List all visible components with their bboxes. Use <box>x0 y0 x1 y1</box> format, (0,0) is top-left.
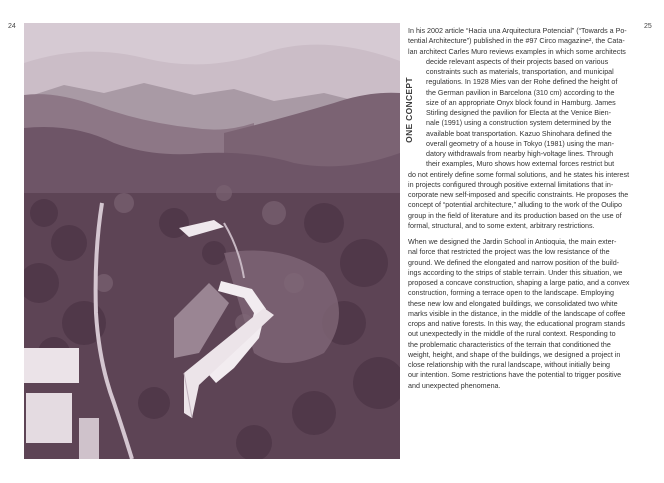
page-number-right: 25 <box>644 23 652 30</box>
text-line: decide relevant aspects of their projects based on various <box>426 57 609 66</box>
text-line: and unexpected phenomena. <box>408 381 501 390</box>
text-line: tential Architecture”) published in the #97 Circo magazine², the Cata- <box>408 37 625 46</box>
aerial-photo-school <box>24 23 400 459</box>
text-line: constraints such as materials, transportation, and municipal <box>426 68 614 76</box>
text-line: construction, forming a terrace open to the landscape. Employing <box>408 289 615 298</box>
text-line: formal, structural, and to some extent, arbitrary restrictions. <box>408 221 595 230</box>
text-line: lan architect Carles Muro reviews examples in which some architects <box>408 47 626 56</box>
text-line: concept of “potential architecture,” alluding to the work of the Oulipo <box>408 201 622 210</box>
text-line: our intention. Some restrictions have the potential to trigger positive <box>408 371 622 380</box>
text-line: In his 2002 article “Hacia una Arquitectura Potencial” (“Towards a Po- <box>408 27 627 35</box>
text-line: their examples, Muro shows how external forces restrict but <box>426 160 615 169</box>
text-line: Stirling designed the pavilion for Electa at the Venice Bien- <box>426 109 611 117</box>
text-line: size of an appropriate Onyx block found in Hamburg. James <box>426 98 616 107</box>
text-line: the German pavilion in Barcelona (310 cm) according to the <box>426 88 615 97</box>
text-line: out unexpectedly in the middle of the rural context. Responding to <box>408 330 616 339</box>
side-label-text: ONE CONCEPT <box>404 77 414 143</box>
text-line: group in the field of literature and its production based on the use of <box>408 211 622 220</box>
text-line: overall geometry of a house in Tokyo (1981) using the man- <box>426 139 615 148</box>
text-line: ground. We defined the elongated and narrow position of the build- <box>408 258 620 267</box>
text-line: regulations. In 1928 Mies van der Rohe defined the height of <box>426 78 618 87</box>
text-line: available boat transportation. Kazuo Shinohara defined the <box>426 129 612 138</box>
text-line: corporate new self-imposed and specific constraints. He proposes the <box>408 191 629 199</box>
text-line: close relationship with the rural landscape, without initially being <box>408 361 611 369</box>
text-line: crops and native forests. In this way, the educational program stands <box>408 320 625 328</box>
text-line: the problematic characteristics of the terrain that conditioned the <box>408 340 611 349</box>
text-line: datory withdrawals from nearby high-voltage lines. Through <box>426 150 614 158</box>
text-line: nale (1991) using a construction system determined by the <box>426 119 612 128</box>
text-line: proposed a concave construction, shaping a large patio, and a convex <box>408 279 630 287</box>
paragraph-one <box>408 26 644 231</box>
text-line: When we designed the Jardin School in Antioquia, the main exter- <box>408 238 617 246</box>
text-line: ings according to the strips of stable terrain. Under this situation, we <box>408 268 623 277</box>
text-line: nal force that restricted the project was the low resistance of the <box>408 248 610 257</box>
text-line: these new low and elongated buildings, we consolidated two white <box>408 299 618 308</box>
page-number-left: 24 <box>8 23 16 30</box>
text-line: weight, height, and shape of the buildings, we designed a project in <box>408 350 621 359</box>
text-line: do not entirely define some formal solutions, and he states his interest <box>408 170 630 179</box>
text-line: marks visible in the distance, in the middle of the landscape of coffee <box>408 309 626 318</box>
paragraph-two <box>408 237 644 391</box>
text-line: in projects configured through positive external limitations that in- <box>408 180 614 189</box>
